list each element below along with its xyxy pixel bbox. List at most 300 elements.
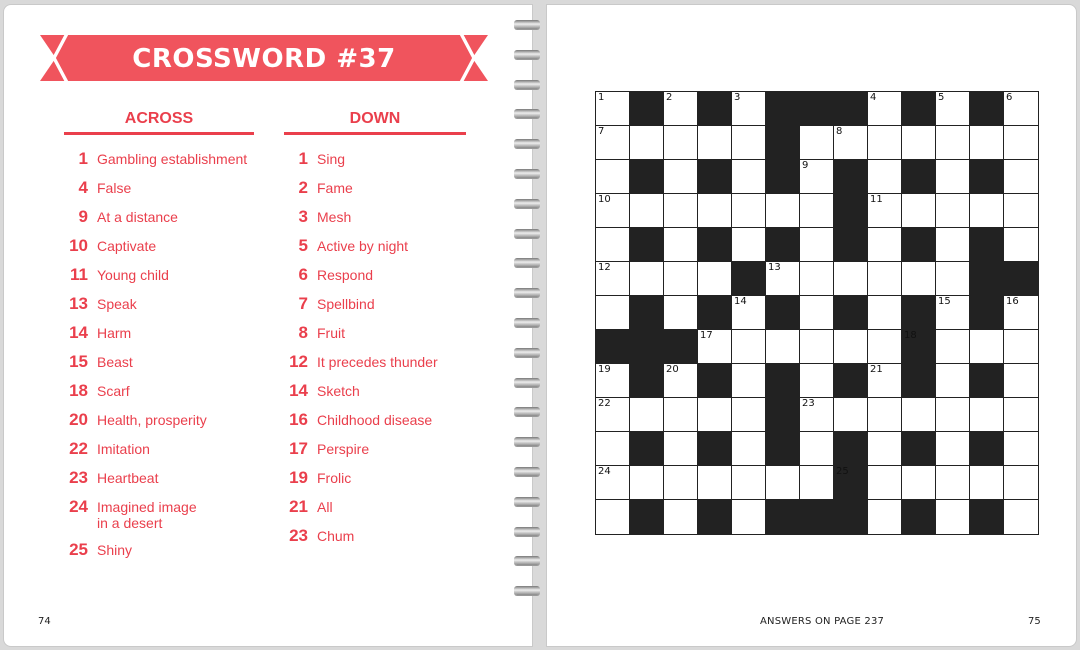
spiral-ring [514, 318, 540, 327]
grid-cell[interactable] [664, 364, 698, 398]
grid-cell[interactable] [936, 194, 970, 228]
grid-cell[interactable] [970, 330, 1004, 364]
across-clue [64, 540, 264, 560]
grid-block [596, 330, 630, 364]
down-clue [284, 381, 484, 401]
grid-cell[interactable] [596, 432, 630, 466]
grid-block [630, 364, 664, 398]
cell-number: 5 [938, 92, 945, 103]
grid-cell[interactable] [596, 160, 630, 194]
grid-block [834, 194, 868, 228]
clue-number: 4 [78, 178, 88, 197]
grid-block [698, 364, 732, 398]
clue-number: 25 [69, 540, 88, 559]
down-clue [284, 410, 484, 430]
down-clue [284, 149, 484, 169]
clue-text: At a distance [97, 209, 178, 225]
cell-number: 14 [734, 296, 747, 307]
grid-cell[interactable] [1004, 194, 1038, 228]
grid-cell[interactable] [664, 228, 698, 262]
grid-cell[interactable] [970, 194, 1004, 228]
clue-text: Scarf [97, 383, 130, 399]
cell-number: 4 [870, 92, 877, 103]
clue-text: False [97, 180, 132, 196]
down-clue [284, 236, 484, 256]
grid-block [630, 228, 664, 262]
grid-cell[interactable] [902, 194, 936, 228]
spiral-ring [514, 258, 540, 267]
down-clue [284, 497, 484, 517]
grid-cell[interactable] [596, 194, 630, 228]
grid-cell[interactable] [868, 500, 902, 534]
cell-number: 23 [802, 398, 815, 409]
clue-number: 18 [69, 381, 88, 400]
clue-text: Active by night [317, 238, 409, 254]
grid-cell[interactable] [800, 194, 834, 228]
cell-number: 9 [802, 160, 809, 171]
grid-cell[interactable] [766, 262, 800, 296]
clue-text: Beast [97, 354, 133, 370]
grid-cell[interactable] [936, 296, 970, 330]
grid-block [766, 126, 800, 160]
clue-text: Sing [317, 151, 346, 167]
grid-cell[interactable] [732, 296, 766, 330]
clue-text: Mesh [317, 209, 352, 225]
grid-block [1004, 262, 1038, 296]
grid-cell[interactable] [936, 500, 970, 534]
grid-cell[interactable] [664, 398, 698, 432]
spiral-ring [514, 288, 540, 297]
grid-cell[interactable] [698, 126, 732, 160]
grid-cell[interactable] [732, 330, 766, 364]
grid-cell[interactable] [664, 160, 698, 194]
grid-block [902, 364, 936, 398]
grid-cell[interactable] [1004, 364, 1038, 398]
spiral-ring [514, 199, 540, 208]
grid-cell[interactable] [1004, 330, 1038, 364]
clue-text: Chum [317, 528, 355, 544]
spiral-ring [514, 169, 540, 178]
grid-cell[interactable] [868, 296, 902, 330]
grid-cell[interactable] [902, 466, 936, 500]
grid-cell[interactable] [800, 432, 834, 466]
grid-cell[interactable] [1004, 500, 1038, 534]
grid-cell[interactable] [834, 262, 868, 296]
grid-block [630, 500, 664, 534]
cell-number: 3 [734, 92, 741, 103]
clue-number: 5 [298, 236, 308, 255]
clue-text: Childhood disease [317, 412, 433, 428]
clue-number: 6 [298, 265, 308, 284]
grid-block [698, 500, 732, 534]
grid-cell[interactable] [868, 194, 902, 228]
grid-cell[interactable] [902, 398, 936, 432]
grid-cell[interactable] [902, 262, 936, 296]
grid-cell[interactable] [664, 194, 698, 228]
clue-number: 13 [69, 294, 88, 313]
grid-cell[interactable] [800, 262, 834, 296]
grid-cell[interactable] [800, 126, 834, 160]
cell-number: 6 [1006, 92, 1013, 103]
grid-block [834, 500, 868, 534]
clue-text: Frolic [317, 470, 352, 486]
grid-cell[interactable] [902, 126, 936, 160]
grid-cell[interactable] [596, 126, 630, 160]
grid-cell[interactable] [936, 398, 970, 432]
grid-cell[interactable] [596, 364, 630, 398]
grid-cell[interactable] [596, 92, 630, 126]
across-clue [64, 468, 264, 488]
grid-block [698, 432, 732, 466]
clue-text: It precedes thunder [317, 354, 438, 370]
grid-block [902, 92, 936, 126]
clue-text: Imagined image in a desert [97, 499, 197, 531]
across-clue [64, 352, 264, 372]
grid-cell[interactable] [732, 126, 766, 160]
cell-number: 13 [768, 262, 781, 273]
grid-cell[interactable] [732, 228, 766, 262]
grid-cell[interactable] [596, 398, 630, 432]
grid-cell[interactable] [800, 228, 834, 262]
grid-cell[interactable] [732, 364, 766, 398]
puzzle-title: CROSSWORD #37 [132, 44, 396, 74]
grid-cell[interactable] [698, 398, 732, 432]
cell-number: 2 [666, 92, 673, 103]
spiral-ring [514, 467, 540, 476]
grid-cell[interactable] [800, 466, 834, 500]
grid-cell[interactable] [800, 364, 834, 398]
grid-block [902, 296, 936, 330]
across-clue [64, 236, 264, 256]
grid-cell[interactable] [732, 92, 766, 126]
grid-cell[interactable] [1004, 126, 1038, 160]
grid-block [834, 364, 868, 398]
clue-text: Sketch [317, 383, 360, 399]
across-clue [64, 178, 264, 198]
grid-cell[interactable] [936, 466, 970, 500]
grid-block [732, 262, 766, 296]
grid-block [766, 92, 800, 126]
clue-text: Harm [97, 325, 132, 341]
grid-cell[interactable] [630, 466, 664, 500]
grid-cell[interactable] [800, 160, 834, 194]
cell-number: 19 [598, 364, 611, 375]
cell-number: 11 [870, 194, 883, 205]
clue-number: 3 [298, 207, 308, 226]
spiral-ring [514, 586, 540, 595]
grid-block [834, 466, 868, 500]
grid-cell[interactable] [596, 262, 630, 296]
grid-cell[interactable] [936, 228, 970, 262]
grid-cell[interactable] [834, 398, 868, 432]
grid-block [766, 398, 800, 432]
grid-cell[interactable] [1004, 398, 1038, 432]
spiral-ring [514, 80, 540, 89]
clue-number: 14 [289, 381, 308, 400]
grid-cell[interactable] [732, 398, 766, 432]
grid-block [698, 296, 732, 330]
spiral-ring [514, 497, 540, 506]
cell-number: 7 [598, 126, 605, 137]
clue-text: Young child [97, 267, 169, 283]
grid-cell[interactable] [868, 432, 902, 466]
grid-cell[interactable] [698, 262, 732, 296]
clue-text: Imitation [97, 441, 150, 457]
grid-cell[interactable] [698, 330, 732, 364]
grid-cell[interactable] [732, 432, 766, 466]
clue-number: 20 [69, 410, 88, 429]
across-clue [64, 149, 264, 169]
grid-cell[interactable] [800, 296, 834, 330]
down-clue [284, 323, 484, 343]
grid-cell[interactable] [936, 262, 970, 296]
grid-cell[interactable] [868, 92, 902, 126]
grid-cell[interactable] [970, 466, 1004, 500]
grid-cell[interactable] [766, 466, 800, 500]
grid-cell[interactable] [936, 432, 970, 466]
page-number-left: 74 [38, 616, 51, 627]
grid-block [970, 92, 1004, 126]
grid-block [766, 296, 800, 330]
across-clue [64, 265, 264, 285]
cell-number: 15 [938, 296, 951, 307]
clue-text: Spellbind [317, 296, 375, 312]
grid-cell[interactable] [936, 160, 970, 194]
grid-cell[interactable] [766, 194, 800, 228]
grid-cell[interactable] [766, 330, 800, 364]
clue-number: 9 [78, 207, 88, 226]
spiral-ring [514, 556, 540, 565]
across-clue [64, 497, 264, 531]
clue-text: Captivate [97, 238, 157, 254]
cell-number: 16 [1006, 296, 1019, 307]
grid-cell[interactable] [1004, 92, 1038, 126]
clue-text: Gambling establishment [97, 151, 248, 167]
grid-cell[interactable] [868, 364, 902, 398]
clue-text: Perspire [317, 441, 370, 457]
clue-number: 8 [298, 323, 308, 342]
spiral-ring [514, 527, 540, 536]
grid-block [630, 330, 664, 364]
grid-cell[interactable] [664, 126, 698, 160]
clue-number: 1 [78, 149, 88, 168]
clue-number: 23 [69, 468, 88, 487]
across-clue [64, 410, 264, 430]
clue-text: Fruit [317, 325, 345, 341]
grid-cell[interactable] [596, 228, 630, 262]
cell-number: 20 [666, 364, 679, 375]
spiral-ring [514, 229, 540, 238]
grid-cell[interactable] [868, 160, 902, 194]
clue-text: Shiny [97, 542, 133, 558]
down-clue-list [284, 149, 484, 555]
grid-cell[interactable] [664, 500, 698, 534]
grid-cell[interactable] [596, 466, 630, 500]
grid-block [970, 296, 1004, 330]
grid-block [766, 500, 800, 534]
grid-block [834, 228, 868, 262]
grid-cell[interactable] [596, 500, 630, 534]
grid-cell[interactable] [732, 160, 766, 194]
grid-cell[interactable] [868, 228, 902, 262]
grid-cell[interactable] [800, 398, 834, 432]
grid-cell[interactable] [936, 364, 970, 398]
grid-block [766, 432, 800, 466]
clue-text: Heartbeat [97, 470, 159, 486]
grid-cell[interactable] [834, 330, 868, 364]
grid-cell[interactable] [664, 262, 698, 296]
grid-cell[interactable] [1004, 296, 1038, 330]
grid-cell[interactable] [630, 262, 664, 296]
spiral-ring [514, 139, 540, 148]
across-clue [64, 294, 264, 314]
clue-number: 10 [69, 236, 88, 255]
grid-cell[interactable] [698, 194, 732, 228]
across-clue [64, 439, 264, 459]
grid-cell[interactable] [698, 466, 732, 500]
grid-cell[interactable] [868, 466, 902, 500]
grid-block [970, 228, 1004, 262]
clue-text: Respond [317, 267, 374, 283]
clue-number: 2 [298, 178, 308, 197]
clue-text: Fame [317, 180, 353, 196]
grid-cell[interactable] [732, 194, 766, 228]
grid-cell[interactable] [868, 126, 902, 160]
grid-block [766, 160, 800, 194]
spiral-ring [514, 20, 540, 29]
grid-cell[interactable] [936, 126, 970, 160]
grid-block [630, 432, 664, 466]
grid-cell[interactable] [1004, 160, 1038, 194]
spiral-ring [514, 407, 540, 416]
down-clue [284, 178, 484, 198]
grid-cell[interactable] [936, 92, 970, 126]
down-heading: DOWN [284, 108, 466, 135]
grid-block [698, 92, 732, 126]
clue-number: 23 [289, 526, 308, 545]
grid-cell[interactable] [664, 296, 698, 330]
down-clue [284, 526, 484, 546]
grid-block [800, 92, 834, 126]
crossword-grid [595, 91, 1039, 535]
grid-cell[interactable] [630, 194, 664, 228]
grid-block [902, 330, 936, 364]
grid-block [630, 92, 664, 126]
clue-number: 14 [69, 323, 88, 342]
grid-block [664, 330, 698, 364]
grid-cell[interactable] [800, 330, 834, 364]
grid-cell[interactable] [936, 330, 970, 364]
clue-number: 19 [289, 468, 308, 487]
grid-cell[interactable] [868, 330, 902, 364]
down-clue [284, 207, 484, 227]
cell-number: 10 [598, 194, 611, 205]
spiral-ring [514, 437, 540, 446]
cell-number: 12 [598, 262, 611, 273]
grid-block [834, 296, 868, 330]
cell-number: 25 [836, 466, 849, 477]
grid-cell[interactable] [664, 432, 698, 466]
cell-number: 8 [836, 126, 843, 137]
grid-cell[interactable] [1004, 466, 1038, 500]
clue-number: 21 [289, 497, 308, 516]
grid-cell[interactable] [1004, 432, 1038, 466]
cell-number: 24 [598, 466, 611, 477]
grid-block [970, 160, 1004, 194]
grid-block [766, 364, 800, 398]
grid-block [902, 432, 936, 466]
clue-number: 16 [289, 410, 308, 429]
grid-block [834, 92, 868, 126]
grid-block [834, 160, 868, 194]
clue-number: 1 [298, 149, 308, 168]
clue-number: 24 [69, 497, 88, 516]
grid-cell[interactable] [732, 466, 766, 500]
grid-cell[interactable] [664, 92, 698, 126]
across-clue [64, 381, 264, 401]
down-clue [284, 265, 484, 285]
spiral-ring [514, 378, 540, 387]
grid-cell[interactable] [664, 466, 698, 500]
grid-cell[interactable] [596, 296, 630, 330]
cell-number: 21 [870, 364, 883, 375]
grid-block [902, 160, 936, 194]
grid-block [970, 364, 1004, 398]
grid-cell[interactable] [834, 126, 868, 160]
grid-block [902, 228, 936, 262]
across-clue [64, 323, 264, 343]
grid-cell[interactable] [732, 500, 766, 534]
spiral-ring [514, 109, 540, 118]
clue-number: 22 [69, 439, 88, 458]
grid-cell[interactable] [1004, 228, 1038, 262]
grid-block [698, 228, 732, 262]
down-clue [284, 352, 484, 372]
grid-block [698, 160, 732, 194]
clue-number: 15 [69, 352, 88, 371]
page-number-right: 75 [1028, 616, 1041, 627]
clue-number: 12 [289, 352, 308, 371]
down-clue [284, 294, 484, 314]
spiral-ring [514, 348, 540, 357]
grid-cell[interactable] [868, 398, 902, 432]
spiral-ring [514, 50, 540, 59]
across-heading: ACROSS [64, 108, 254, 135]
grid-block [630, 296, 664, 330]
grid-cell[interactable] [970, 398, 1004, 432]
grid-block [630, 160, 664, 194]
cell-number: 22 [598, 398, 611, 409]
grid-block [766, 228, 800, 262]
grid-block [800, 500, 834, 534]
across-clue-list [64, 149, 264, 569]
cell-number: 17 [700, 330, 713, 341]
grid-block [970, 432, 1004, 466]
grid-cell[interactable] [630, 398, 664, 432]
clue-text: Speak [97, 296, 137, 312]
cell-number: 1 [598, 92, 605, 103]
grid-cell[interactable] [630, 126, 664, 160]
down-clue [284, 439, 484, 459]
grid-block [970, 262, 1004, 296]
grid-cell[interactable] [868, 262, 902, 296]
clue-text: All [317, 499, 333, 515]
grid-cell[interactable] [970, 126, 1004, 160]
grid-block [834, 432, 868, 466]
clue-number: 11 [70, 265, 88, 284]
grid-block [970, 500, 1004, 534]
across-clue [64, 207, 264, 227]
